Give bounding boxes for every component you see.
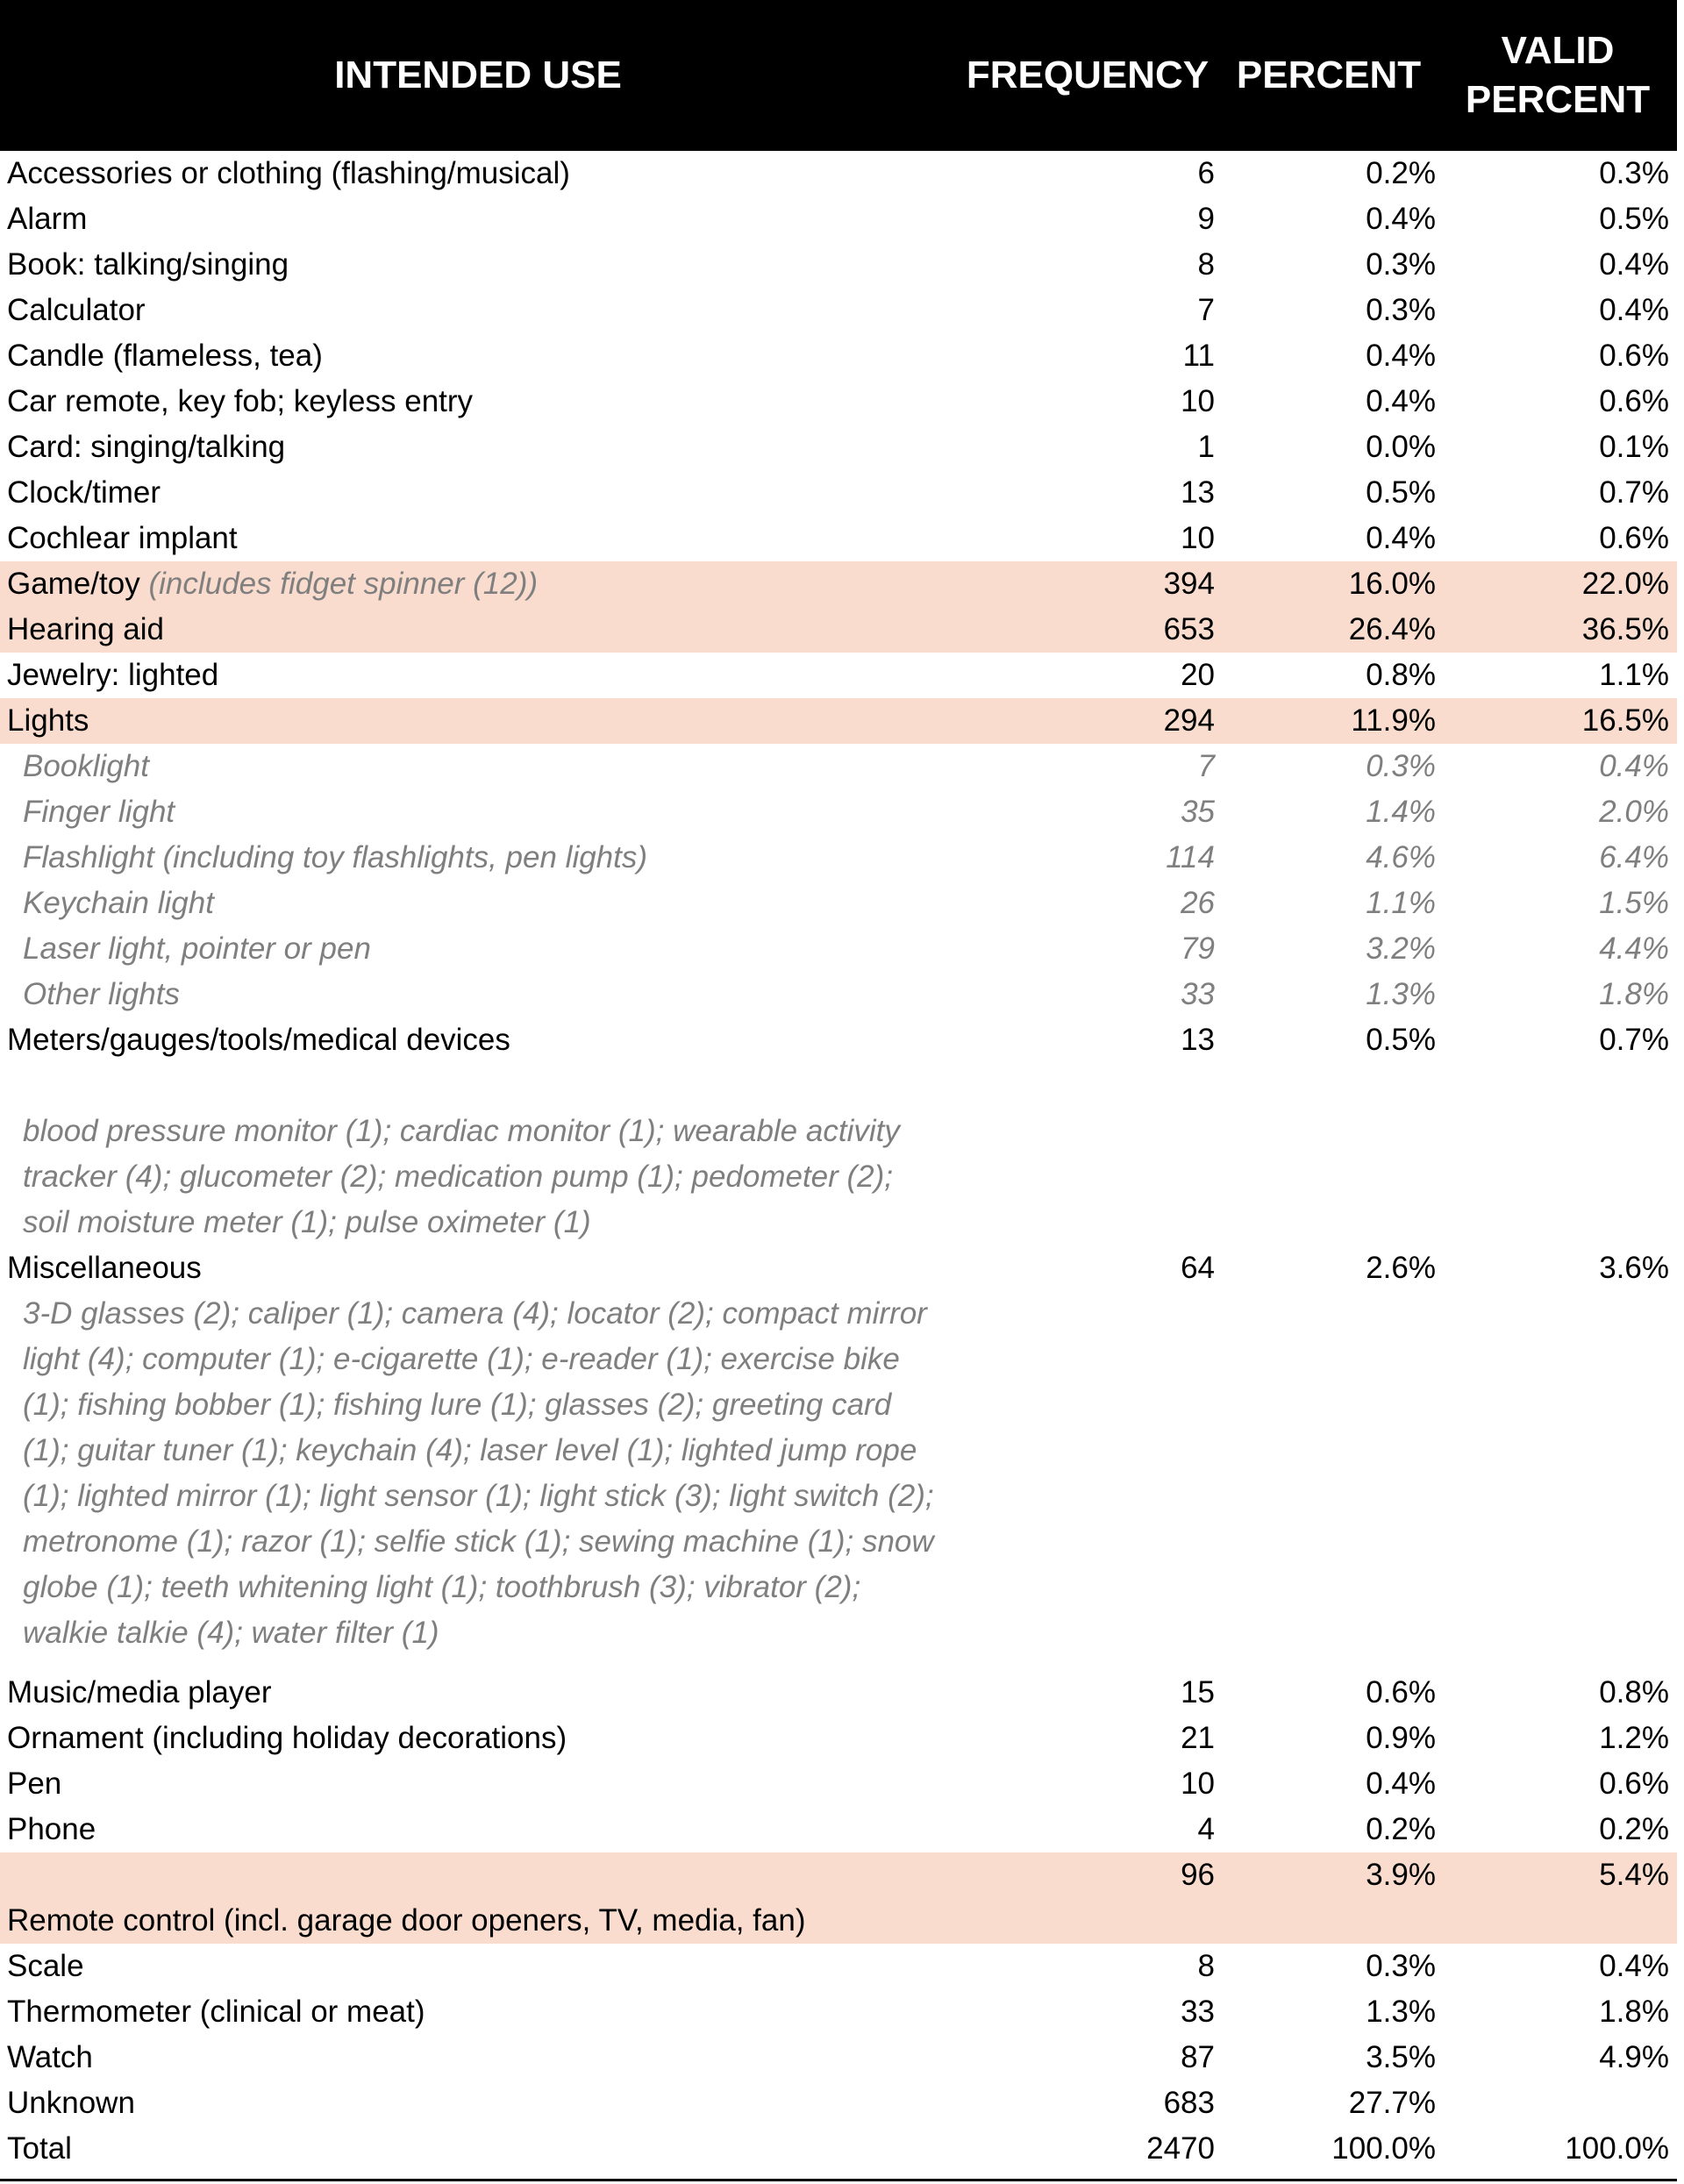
row-frequency: 683 bbox=[1163, 2086, 1215, 2120]
row-note: (includes fidget spinner (12)) bbox=[148, 567, 539, 601]
header-frequency: FREQUENCY bbox=[966, 54, 1209, 96]
row-percent: 0.4% bbox=[1366, 339, 1436, 373]
row-percent: 0.3% bbox=[1366, 1949, 1436, 1983]
misc-details bbox=[0, 1291, 1677, 1656]
table-row bbox=[0, 470, 1677, 516]
table-row bbox=[0, 196, 1677, 242]
table-row-highlighted bbox=[0, 1852, 1677, 1944]
row-frequency: 79 bbox=[1181, 931, 1215, 966]
row-valid-percent: 1.5% bbox=[1599, 886, 1669, 920]
row-valid-percent: 0.4% bbox=[1599, 247, 1669, 282]
table-subrow bbox=[0, 835, 1677, 881]
row-frequency: 114 bbox=[1166, 840, 1215, 874]
table-subrow bbox=[0, 881, 1677, 926]
row-percent: 0.2% bbox=[1366, 1812, 1436, 1846]
table-row bbox=[0, 1944, 1677, 1989]
table-row bbox=[0, 1807, 1677, 1852]
row-percent: 0.4% bbox=[1366, 384, 1436, 418]
row-percent: 0.3% bbox=[1366, 293, 1436, 327]
row-frequency: 33 bbox=[1181, 977, 1215, 1011]
row-frequency: 11 bbox=[1182, 339, 1215, 373]
row-valid-percent: 1.1% bbox=[1599, 658, 1669, 692]
row-frequency: 9 bbox=[1197, 202, 1215, 236]
table-row bbox=[0, 2035, 1677, 2081]
row-valid-percent: 0.8% bbox=[1599, 1675, 1669, 1709]
meters-details-text: blood pressure monitor (1); cardiac monitor (1); wearable activity tracker (4); glucometer (2); medication pump (1); pedometer (2); soil moisture meter (1); pulse oximeter (1) bbox=[23, 1114, 900, 1239]
row-percent: 3.9% bbox=[1366, 1858, 1436, 1892]
row-valid-percent: 0.4% bbox=[1599, 293, 1669, 327]
row-label: Remote control (incl. garage door openers, TV, media, fan) bbox=[7, 1903, 806, 1938]
row-percent: 0.4% bbox=[1366, 202, 1436, 236]
row-valid-percent: 0.7% bbox=[1599, 475, 1669, 510]
row-label: Cochlear implant bbox=[7, 521, 238, 555]
row-label: Phone bbox=[7, 1812, 96, 1846]
row-label: Alarm bbox=[7, 202, 88, 236]
row-valid-percent: 0.1% bbox=[1599, 430, 1669, 464]
header-valid-percent: VALID PERCENT bbox=[1465, 29, 1651, 121]
table-row bbox=[0, 1989, 1677, 2035]
spacer bbox=[0, 1063, 1677, 1109]
row-label: Keychain light bbox=[23, 886, 214, 920]
row-label: Book: talking/singing bbox=[7, 247, 289, 282]
table-row bbox=[0, 1017, 1677, 1063]
table-row-highlighted bbox=[0, 607, 1677, 653]
table-row bbox=[0, 1761, 1677, 1807]
row-frequency: 96 bbox=[1181, 1858, 1215, 1892]
row-label: Accessories or clothing (flashing/musical) bbox=[7, 156, 570, 190]
row-frequency: 35 bbox=[1181, 795, 1215, 829]
row-percent: 11.9% bbox=[1351, 703, 1436, 738]
table-row bbox=[0, 242, 1677, 288]
row-valid-percent: 16.5% bbox=[1581, 703, 1669, 738]
table-row bbox=[0, 288, 1677, 333]
row-valid-percent: 0.6% bbox=[1599, 1766, 1669, 1801]
table-subrow bbox=[0, 926, 1677, 972]
row-label: Unknown bbox=[7, 2086, 135, 2120]
row-label: Ornament (including holiday decorations) bbox=[7, 1721, 567, 1755]
table-row bbox=[0, 333, 1677, 379]
row-percent: 0.5% bbox=[1366, 475, 1436, 510]
row-frequency: 13 bbox=[1181, 475, 1215, 510]
row-label: Watch bbox=[7, 2040, 93, 2074]
row-frequency: 7 bbox=[1197, 749, 1215, 783]
row-label: Total bbox=[7, 2131, 72, 2166]
row-percent: 3.5% bbox=[1366, 2040, 1436, 2074]
row-percent: 0.3% bbox=[1366, 749, 1436, 783]
row-valid-percent: 22.0% bbox=[1581, 567, 1669, 601]
row-label: Other lights bbox=[23, 977, 180, 1011]
row-label: Booklight bbox=[23, 749, 149, 783]
row-frequency: 64 bbox=[1181, 1251, 1215, 1285]
row-valid-percent: 1.2% bbox=[1599, 1721, 1669, 1755]
row-valid-percent: 0.3% bbox=[1599, 156, 1669, 190]
row-valid-percent: 3.6% bbox=[1599, 1251, 1669, 1285]
header-percent: PERCENT bbox=[1236, 54, 1422, 96]
row-percent: 0.4% bbox=[1366, 521, 1436, 555]
row-label: Meters/gauges/tools/medical devices bbox=[7, 1023, 510, 1057]
table-row-highlighted bbox=[0, 698, 1677, 744]
row-percent: 26.4% bbox=[1348, 612, 1436, 646]
row-label bbox=[7, 561, 538, 607]
row-percent: 1.3% bbox=[1366, 977, 1436, 1011]
row-frequency: 8 bbox=[1197, 247, 1215, 282]
row-valid-percent: 0.6% bbox=[1599, 384, 1669, 418]
row-frequency: 2470 bbox=[1146, 2131, 1215, 2166]
row-frequency: 1 bbox=[1197, 430, 1215, 464]
row-frequency: 4 bbox=[1197, 1812, 1215, 1846]
table-row-highlighted bbox=[0, 561, 1677, 607]
row-percent: 27.7% bbox=[1348, 2086, 1436, 2120]
row-frequency: 87 bbox=[1181, 2040, 1215, 2074]
table-row bbox=[0, 2081, 1677, 2126]
row-valid-percent: 5.4% bbox=[1599, 1858, 1669, 1892]
table-row bbox=[0, 425, 1677, 470]
row-label: Candle (flameless, tea) bbox=[7, 339, 323, 373]
row-percent: 3.2% bbox=[1366, 931, 1436, 966]
row-frequency: 33 bbox=[1181, 1995, 1215, 2029]
row-label: Lights bbox=[7, 703, 89, 738]
row-frequency: 10 bbox=[1181, 384, 1215, 418]
row-frequency: 8 bbox=[1197, 1949, 1215, 1983]
table-subrow bbox=[0, 789, 1677, 835]
row-label: Hearing aid bbox=[7, 612, 164, 646]
row-valid-percent: 0.6% bbox=[1599, 521, 1669, 555]
row-percent: 1.1% bbox=[1366, 886, 1436, 920]
row-label: Jewelry: lighted bbox=[7, 658, 219, 692]
row-label: Calculator bbox=[7, 293, 146, 327]
table-row bbox=[0, 1245, 1677, 1291]
table-header bbox=[0, 0, 1677, 151]
row-frequency: 26 bbox=[1181, 886, 1215, 920]
row-valid-percent: 4.9% bbox=[1599, 2040, 1669, 2074]
table-subrow bbox=[0, 744, 1677, 789]
row-percent: 2.6% bbox=[1366, 1251, 1436, 1285]
row-label: Laser light, pointer or pen bbox=[23, 931, 371, 966]
header-intended-use: INTENDED USE bbox=[334, 54, 622, 96]
row-frequency: 394 bbox=[1163, 567, 1215, 601]
row-percent: 100.0% bbox=[1331, 2131, 1436, 2166]
table-row bbox=[0, 1716, 1677, 1761]
row-valid-percent: 4.4% bbox=[1599, 931, 1669, 966]
table-row bbox=[0, 516, 1677, 561]
row-percent: 0.2% bbox=[1366, 156, 1436, 190]
row-valid-percent: 0.4% bbox=[1599, 749, 1669, 783]
row-frequency: 21 bbox=[1181, 1721, 1215, 1755]
row-label-text: Game/toy bbox=[7, 567, 140, 601]
row-label: Pen bbox=[7, 1766, 62, 1801]
row-frequency: 653 bbox=[1163, 612, 1215, 646]
row-percent: 1.4% bbox=[1366, 795, 1436, 829]
row-label: Clock/timer bbox=[7, 475, 161, 510]
row-frequency: 7 bbox=[1197, 293, 1215, 327]
row-percent: 0.3% bbox=[1366, 247, 1436, 282]
row-frequency: 15 bbox=[1181, 1675, 1215, 1709]
row-frequency: 10 bbox=[1181, 1766, 1215, 1801]
row-valid-percent: 1.8% bbox=[1599, 1995, 1669, 2029]
table-row bbox=[0, 151, 1677, 196]
row-percent: 0.6% bbox=[1366, 1675, 1436, 1709]
table-subrow bbox=[0, 972, 1677, 1017]
table-row bbox=[0, 653, 1677, 698]
table-bottom-border bbox=[0, 2179, 1677, 2181]
row-frequency: 6 bbox=[1197, 156, 1215, 190]
row-label: Scale bbox=[7, 1949, 84, 1983]
row-label: Card: singing/talking bbox=[7, 430, 286, 464]
row-valid-percent: 1.8% bbox=[1599, 977, 1669, 1011]
frequency-table bbox=[0, 151, 1677, 2172]
row-frequency: 294 bbox=[1163, 703, 1215, 738]
misc-details-text: 3-D glasses (2); caliper (1); camera (4); locator (2); compact mirror light (4); computer (1); e-cigarette (1); e-reader (1); exercise bike (1); fishing bobber (1); fishing lure (1); glasses (2); greeting card (1); guitar tuner (1); keychain (4); laser level (1); lighted jump rope (1); lighted mirror (1); light sensor (1); light stick (3); light switch (2); metronome (1); razor (1); selfie stick (1); sewing machine (1); snow globe (1); teeth whitening light (1); toothbrush (3); vibrator (2); walkie talkie (4); water filter (1) bbox=[23, 1296, 934, 1650]
row-frequency: 13 bbox=[1181, 1023, 1215, 1057]
meters-details bbox=[0, 1109, 1677, 1245]
row-label: Thermometer (clinical or meat) bbox=[7, 1995, 425, 2029]
row-percent: 0.9% bbox=[1366, 1721, 1436, 1755]
row-percent: 0.0% bbox=[1366, 430, 1436, 464]
row-percent: 4.6% bbox=[1366, 840, 1436, 874]
row-label: Car remote, key fob; keyless entry bbox=[7, 384, 474, 418]
row-percent: 1.3% bbox=[1366, 1995, 1436, 2029]
row-label: Finger light bbox=[23, 795, 175, 829]
row-valid-percent: 2.0% bbox=[1599, 795, 1669, 829]
row-valid-percent: 100.0% bbox=[1565, 2131, 1669, 2166]
row-frequency: 10 bbox=[1181, 521, 1215, 555]
row-percent: 16.0% bbox=[1348, 567, 1436, 601]
table-row bbox=[0, 1670, 1677, 1716]
spacer bbox=[0, 1656, 1677, 1670]
table-row bbox=[0, 379, 1677, 425]
row-label: Music/media player bbox=[7, 1675, 272, 1709]
row-valid-percent: 36.5% bbox=[1581, 612, 1669, 646]
row-valid-percent: 0.7% bbox=[1599, 1023, 1669, 1057]
row-percent: 0.8% bbox=[1366, 658, 1436, 692]
row-valid-percent: 0.2% bbox=[1599, 1812, 1669, 1846]
row-valid-percent: 6.4% bbox=[1599, 840, 1669, 874]
row-valid-percent: 0.5% bbox=[1599, 202, 1669, 236]
row-percent: 0.5% bbox=[1366, 1023, 1436, 1057]
row-percent: 0.4% bbox=[1366, 1766, 1436, 1801]
row-label: Miscellaneous bbox=[7, 1251, 202, 1285]
row-frequency: 20 bbox=[1181, 658, 1215, 692]
row-valid-percent: 0.6% bbox=[1599, 339, 1669, 373]
total-row bbox=[0, 2126, 1677, 2172]
row-valid-percent: 0.4% bbox=[1599, 1949, 1669, 1983]
row-label: Flashlight (including toy flashlights, pen lights) bbox=[23, 840, 648, 874]
